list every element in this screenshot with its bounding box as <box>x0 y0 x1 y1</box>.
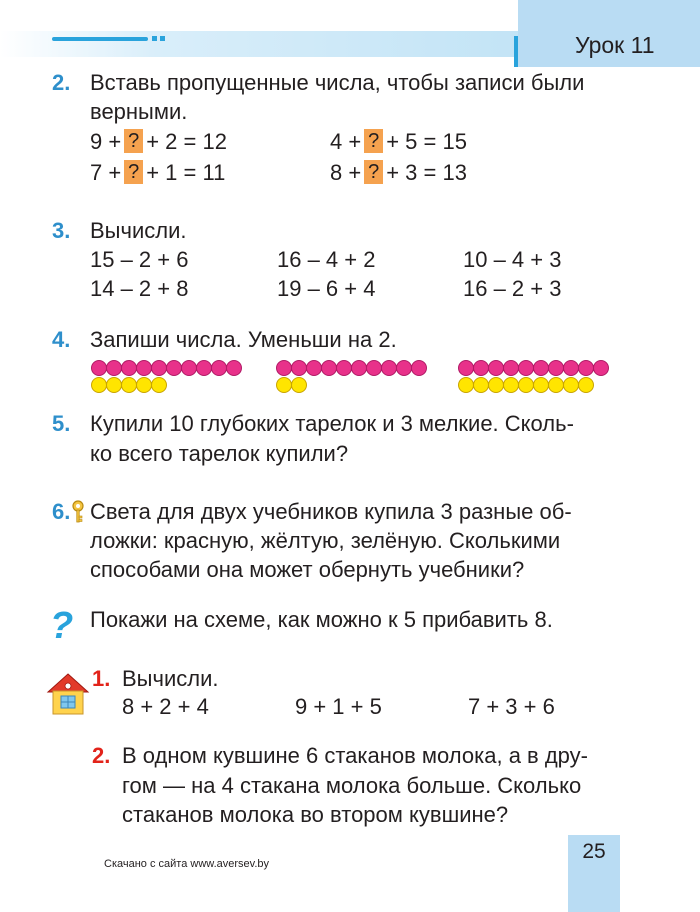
task-text: Покажи на схеме, как можно к 5 прибавить 8. <box>90 607 553 632</box>
expression: 16 – 4 + 2 <box>277 247 376 272</box>
task-text: В одном кувшине 6 стаканов молока, а в дру- <box>122 743 588 768</box>
missing-number-box: ? <box>124 160 143 184</box>
bead-magenta <box>563 360 579 376</box>
task-title: Вычисли. <box>90 218 187 243</box>
bead-yellow <box>151 377 167 393</box>
expression: 7 + 3 + 6 <box>468 694 555 719</box>
bead-magenta <box>578 360 594 376</box>
bead-row-magenta <box>458 360 608 377</box>
bead-magenta <box>106 360 122 376</box>
bead-magenta <box>351 360 367 376</box>
header-dot <box>160 36 165 41</box>
task-number: 6. <box>52 499 71 524</box>
bead-magenta <box>381 360 397 376</box>
bead-yellow <box>563 377 579 393</box>
header-dot <box>152 36 157 41</box>
expression: 8 + 2 + 4 <box>122 694 209 719</box>
bead-yellow <box>548 377 564 393</box>
expression: 10 – 4 + 3 <box>463 247 562 272</box>
bead-magenta <box>396 360 412 376</box>
bead-magenta <box>121 360 137 376</box>
bead-magenta <box>593 360 609 376</box>
bead-yellow <box>503 377 519 393</box>
equation-right: + 3 = 13 <box>386 160 467 185</box>
task-text: гом — на 4 стакана молока больше. Сколько <box>122 773 582 798</box>
equation <box>90 127 227 157</box>
header-line <box>52 37 148 41</box>
bead-row-magenta <box>91 360 241 377</box>
bead-row-yellow <box>458 377 593 394</box>
bead-magenta <box>291 360 307 376</box>
bead-yellow <box>518 377 534 393</box>
bead-magenta <box>226 360 242 376</box>
bead-magenta <box>411 360 427 376</box>
bead-magenta <box>366 360 382 376</box>
source-note: Скачано с сайта www.aversev.by <box>104 858 270 870</box>
expression: 16 – 2 + 3 <box>463 276 562 301</box>
equation-right: + 1 = 11 <box>146 160 226 185</box>
bead-yellow <box>578 377 594 393</box>
equation-right: + 2 = 12 <box>146 129 227 154</box>
equation-left: 9 + <box>90 129 122 154</box>
bead-magenta <box>181 360 197 376</box>
bead-row-yellow <box>276 377 306 394</box>
bead-magenta <box>458 360 474 376</box>
task-text: ложки: красную, жёлтую, зелёную. Сколькими <box>90 528 561 553</box>
bead-magenta <box>136 360 152 376</box>
task-number: 3. <box>52 218 71 243</box>
task-number: 4. <box>52 327 71 352</box>
bead-magenta <box>488 360 504 376</box>
key-icon <box>71 500 85 524</box>
bead-magenta <box>91 360 107 376</box>
page-number: 25 <box>582 840 606 863</box>
expression: 9 + 1 + 5 <box>295 694 382 719</box>
bead-magenta <box>166 360 182 376</box>
bead-yellow <box>291 377 307 393</box>
bead-magenta <box>518 360 534 376</box>
task-text: стаканов молока во втором кувшине? <box>122 802 509 827</box>
equation-left: 8 + <box>330 160 362 185</box>
bead-magenta <box>548 360 564 376</box>
equation-right: + 5 = 15 <box>386 129 467 154</box>
bead-magenta <box>276 360 292 376</box>
missing-number-box: ? <box>364 129 383 153</box>
bead-magenta <box>151 360 167 376</box>
task-text: ко всего тарелок купили? <box>90 441 349 466</box>
task-number: 2. <box>52 70 71 95</box>
homework-number: 2. <box>92 743 111 768</box>
bead-yellow <box>121 377 137 393</box>
bead-magenta <box>321 360 337 376</box>
bead-magenta <box>211 360 227 376</box>
bead-yellow <box>473 377 489 393</box>
missing-number-box: ? <box>364 160 383 184</box>
expression: 14 – 2 + 8 <box>90 276 189 301</box>
bead-yellow <box>276 377 292 393</box>
bead-magenta <box>533 360 549 376</box>
missing-number-box: ? <box>124 129 143 153</box>
task-text: Купили 10 глубоких тарелок и 3 мелкие. Сколь- <box>90 411 574 436</box>
bead-yellow <box>91 377 107 393</box>
task-text: способами она может обернуть учебники? <box>90 557 525 582</box>
bead-magenta <box>306 360 322 376</box>
task-text: верными. <box>90 99 188 124</box>
bead-yellow <box>488 377 504 393</box>
task-text: Света для двух учебников купила 3 разные об- <box>90 499 572 524</box>
header-stripe <box>0 31 518 57</box>
bead-yellow <box>458 377 474 393</box>
homework-number: 1. <box>92 666 111 691</box>
bead-magenta <box>196 360 212 376</box>
bead-row-magenta <box>276 360 426 377</box>
equation <box>90 158 225 188</box>
lesson-title: Урок 11 <box>575 32 655 58</box>
equation <box>330 127 467 157</box>
task-title: Вычисли. <box>122 666 219 691</box>
expression: 15 – 2 + 6 <box>90 247 189 272</box>
task-title: Запиши числа. Уменьши на 2. <box>90 327 397 352</box>
bead-magenta <box>503 360 519 376</box>
task-text: Вставь пропущенные числа, чтобы записи были <box>90 70 585 95</box>
house-icon <box>46 672 90 716</box>
equation-left: 7 + <box>90 160 122 185</box>
equation-left: 4 + <box>330 129 362 154</box>
question-mark-icon: ? <box>50 605 74 647</box>
task-number: 5. <box>52 411 71 436</box>
bead-magenta <box>336 360 352 376</box>
expression: 19 – 6 + 4 <box>277 276 376 301</box>
bead-yellow <box>533 377 549 393</box>
bead-yellow <box>136 377 152 393</box>
bead-magenta <box>473 360 489 376</box>
lesson-bar <box>514 36 518 67</box>
equation <box>330 158 467 188</box>
bead-row-yellow <box>91 377 166 394</box>
bead-yellow <box>106 377 122 393</box>
